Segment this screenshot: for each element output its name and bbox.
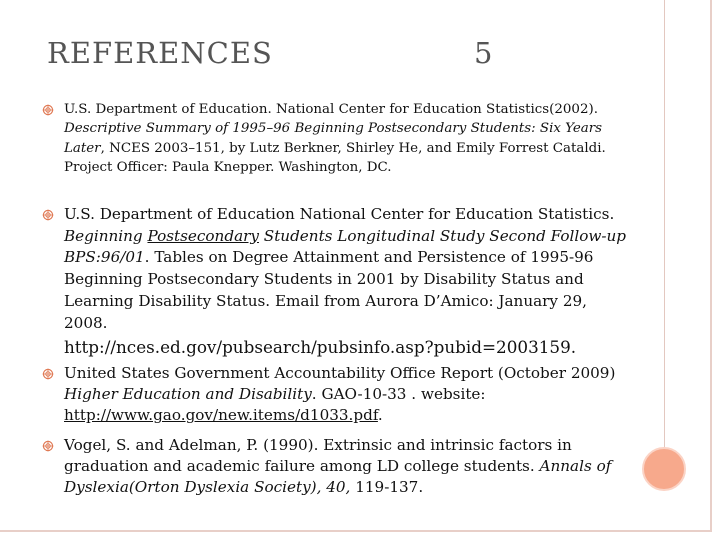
reference-text: Vogel, S. and Adelman, P. (1990). Extrinsic and intrinsic factors in graduation and academic failure among LD college students. Annals of Dyslexia(Orton Dyslexia Society), 40, 119-137. xyxy=(64,436,612,497)
ornament-bullet-icon xyxy=(42,440,54,452)
decorative-rail xyxy=(664,0,665,448)
ornament-bullet-icon xyxy=(42,368,54,380)
reference-title: Higher Education and Disability xyxy=(64,385,312,404)
reference-text: U.S. Department of Education. National Center for Education Statistics(2002). Descriptive Summary of 1995–96 Beginning Postsecondary Students: Six Years Later, NCES 2003–151, by Lutz Berkner, Shirley He, and Emily Forrest Cataldi. Project Officer: Paula Knepper. Washington, DC. xyxy=(64,102,606,175)
page-title: REFERENCES xyxy=(47,36,273,70)
journal-title: Annals of Dyslexia(Orton Dyslexia Society), 40, xyxy=(64,457,612,497)
decorative-circle xyxy=(642,447,686,491)
reference-url: http://nces.ed.gov/pubsearch/pubsinfo.asp?pubid=2003159. xyxy=(64,337,577,358)
reference-item xyxy=(42,204,632,359)
ornament-bullet-icon xyxy=(42,209,54,221)
reference-text: U.S. Department of Education National Center for Education Statistics. Beginning Postsecondary Students Longitudinal Study Second Follow-up BPS:96/01. Tables on Degree Attainment and Persistence of 1995-96 Beginning Postsecondary Students in 2001 by Disability Status and Learning Disability Status. Email from Aurora D’Amico: January 29, 2008. http://nces.ed.gov/pubsearch/pubsinfo.asp?pubid=2003159. xyxy=(64,204,632,359)
page-number: 5 xyxy=(474,36,493,70)
reference-item xyxy=(42,100,632,177)
reference-title: Descriptive Summary of 1995–96 Beginning Postsecondary Students: Six Years Later xyxy=(64,121,603,156)
reference-item xyxy=(42,363,632,427)
ornament-bullet-icon xyxy=(42,104,54,116)
reference-text: United States Government Accountability Office Report (October 2009) Higher Education and Disability. GAO-10-33 . website: http://www.gao.gov/new.items/d1033.pdf. xyxy=(64,364,616,425)
reference-item xyxy=(42,435,632,499)
gao-report-link[interactable]: http://www.gao.gov/new.items/d1033.pdf xyxy=(64,406,378,425)
